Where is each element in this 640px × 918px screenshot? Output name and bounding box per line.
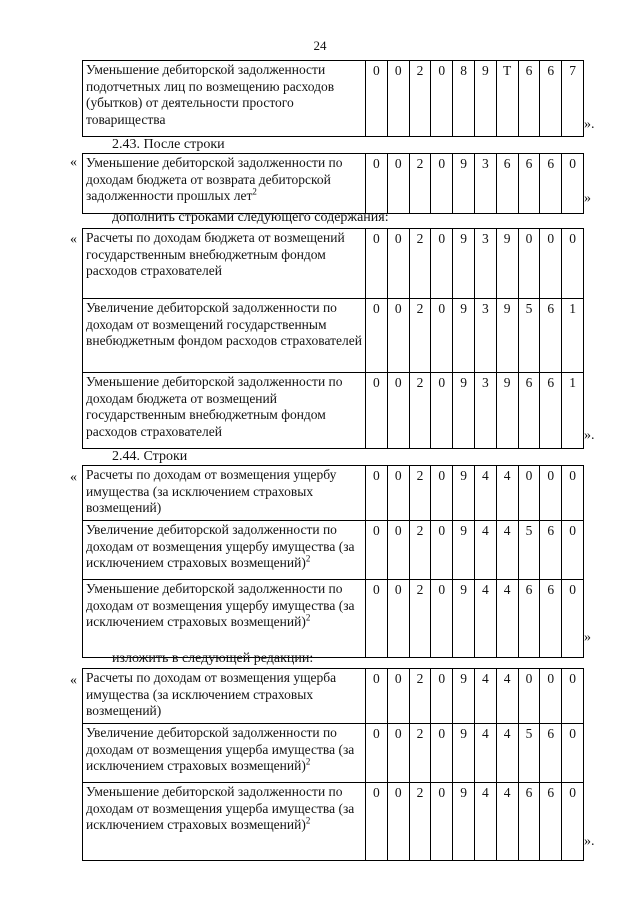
code-digit: 5 bbox=[519, 724, 541, 782]
table-row bbox=[83, 521, 583, 580]
table-row bbox=[83, 154, 583, 214]
row-label bbox=[83, 580, 366, 657]
code-digit: 9 bbox=[453, 521, 475, 579]
code-digit: 0 bbox=[519, 466, 541, 520]
code-digit: 7 bbox=[569, 63, 576, 78]
table-2 bbox=[82, 153, 584, 214]
code-digit: 0 bbox=[431, 580, 453, 657]
code-digit: 6 bbox=[540, 299, 562, 372]
row-label bbox=[83, 154, 366, 213]
code-digit: 0 bbox=[431, 154, 453, 213]
code-digit: 0 bbox=[388, 724, 410, 782]
account-code bbox=[366, 783, 583, 860]
code-digit: 1 bbox=[569, 375, 576, 390]
code-digit: 0 bbox=[388, 669, 410, 723]
table-5 bbox=[82, 668, 584, 861]
code-digit: 0 bbox=[366, 229, 388, 298]
code-digit: 0 bbox=[366, 61, 388, 136]
opening-quote-3: « bbox=[70, 232, 77, 247]
table-row bbox=[83, 724, 583, 783]
code-digit: 3 bbox=[475, 154, 497, 213]
code-digit: 0 bbox=[519, 669, 541, 723]
code-digit: 4 bbox=[497, 466, 519, 520]
code-digit: 9 bbox=[453, 466, 475, 520]
code-digit: 9 bbox=[453, 299, 475, 372]
code-digit: 3 bbox=[475, 299, 497, 372]
table-row bbox=[83, 229, 583, 299]
code-digit: 6 bbox=[497, 154, 519, 213]
code-digit: 2 bbox=[410, 61, 432, 136]
code-digit: 2 bbox=[410, 669, 432, 723]
row-label bbox=[83, 669, 366, 723]
code-digit: 9 bbox=[453, 373, 475, 448]
code-digit: 2 bbox=[410, 580, 432, 657]
table-row bbox=[83, 580, 583, 658]
code-digit: 2 bbox=[410, 724, 432, 782]
code-digit: 0 bbox=[569, 231, 576, 246]
row-label-text: Уменьшение дебиторской задолженности по доходам бюджета от возмещений государственным внебюджетным фондом расходов страхователей bbox=[86, 374, 343, 439]
code-digit: 0 bbox=[366, 580, 388, 657]
code-digit: 0 bbox=[431, 669, 453, 723]
row-label bbox=[83, 783, 366, 860]
account-code bbox=[366, 373, 583, 448]
code-digit: 9 bbox=[497, 373, 519, 448]
code-digit: 6 bbox=[540, 154, 562, 213]
footnote-mark: 2 bbox=[305, 612, 311, 623]
row-label-text: Расчеты по доходам от возмещения ущербу имущества (за исключением страховых возмещений) bbox=[86, 467, 337, 516]
footnote-mark: 2 bbox=[305, 815, 311, 826]
row-label-text: Увеличение дебиторской задолженности по доходам от возмещений государственным внебюджетным фондом расходов страхователей bbox=[86, 300, 362, 349]
page-number: 24 bbox=[313, 38, 327, 53]
code-digit: 2 bbox=[410, 229, 432, 298]
code-digit: 9 bbox=[497, 229, 519, 298]
closing-quote-5: ». bbox=[584, 834, 595, 849]
row-label bbox=[83, 373, 366, 448]
code-digit: 4 bbox=[475, 580, 497, 657]
code-digit: 6 bbox=[519, 783, 541, 860]
code-digit: 0 bbox=[388, 783, 410, 860]
code-digit: 8 bbox=[453, 61, 475, 136]
code-digit: 6 bbox=[519, 580, 541, 657]
code-digit: 2 bbox=[410, 466, 432, 520]
code-digit: 0 bbox=[388, 373, 410, 448]
row-label-text: Уменьшение дебиторской задолженности по доходам от возмещения ущерба имущества (за исключением страховых возмещений) bbox=[86, 784, 355, 833]
row-label bbox=[83, 61, 366, 136]
account-code bbox=[366, 669, 583, 723]
code-digit: 6 bbox=[540, 61, 562, 136]
table-row bbox=[83, 61, 583, 137]
row-label bbox=[83, 466, 366, 520]
code-digit: 4 bbox=[475, 783, 497, 860]
code-digit: 0 bbox=[569, 785, 576, 800]
code-digit: 3 bbox=[475, 229, 497, 298]
code-digit: 6 bbox=[519, 154, 541, 213]
code-digit: 4 bbox=[497, 521, 519, 579]
footnote-mark: 2 bbox=[305, 756, 311, 767]
closing-quote-1: ». bbox=[584, 117, 595, 132]
row-label-text: Уменьшение дебиторской задолженности по доходам бюджета от возврата дебиторской задолженности прошлых лет bbox=[86, 155, 343, 204]
heading-new-edition: изложить в следующей редакции: bbox=[112, 651, 314, 666]
account-code bbox=[366, 521, 583, 579]
row-label bbox=[83, 229, 366, 298]
code-digit: 4 bbox=[497, 783, 519, 860]
code-digit: Т bbox=[497, 61, 519, 136]
code-digit: 0 bbox=[431, 61, 453, 136]
code-digit: 0 bbox=[569, 156, 576, 171]
table-row bbox=[83, 669, 583, 724]
code-digit: 9 bbox=[497, 299, 519, 372]
code-digit: 1 bbox=[569, 301, 576, 316]
code-digit: 5 bbox=[519, 521, 541, 579]
account-code bbox=[366, 229, 583, 298]
code-digit: 5 bbox=[519, 299, 541, 372]
row-label-text: Уменьшение дебиторской задолженности подотчетных лиц по возмещению расходов (убытков) от деятельности простого товарищества bbox=[86, 62, 335, 127]
table-row bbox=[83, 299, 583, 373]
code-digit: 0 bbox=[388, 466, 410, 520]
code-digit: 2 bbox=[410, 521, 432, 579]
closing-quote-3: ». bbox=[584, 428, 595, 443]
heading-add-rows: дополнить строками следующего содержания: bbox=[112, 210, 389, 225]
code-digit: 0 bbox=[366, 299, 388, 372]
code-digit: 6 bbox=[519, 373, 541, 448]
code-digit: 6 bbox=[540, 724, 562, 782]
code-digit: 4 bbox=[497, 724, 519, 782]
code-digit: 0 bbox=[431, 466, 453, 520]
account-code bbox=[366, 61, 583, 136]
code-digit: 9 bbox=[453, 154, 475, 213]
table-3 bbox=[82, 228, 584, 449]
row-label bbox=[83, 299, 366, 372]
code-digit: 0 bbox=[431, 373, 453, 448]
row-label-text: Уменьшение дебиторской задолженности по доходам от возмещения ущербу имущества (за исключением страховых возмещений) bbox=[86, 581, 355, 630]
code-digit: 6 bbox=[540, 373, 562, 448]
code-digit: 0 bbox=[540, 669, 562, 723]
code-digit: 4 bbox=[475, 521, 497, 579]
code-digit: 6 bbox=[540, 521, 562, 579]
row-label-text: Расчеты по доходам бюджета от возмещений государственным внебюджетным фондом расходов страхователей bbox=[86, 230, 345, 279]
opening-quote-4: « bbox=[70, 470, 77, 485]
code-digit: 0 bbox=[569, 582, 576, 597]
code-digit: 2 bbox=[410, 783, 432, 860]
code-digit: 2 bbox=[410, 154, 432, 213]
code-digit: 0 bbox=[366, 724, 388, 782]
code-digit: 9 bbox=[453, 724, 475, 782]
code-digit: 0 bbox=[569, 671, 576, 686]
closing-quote-4: » bbox=[584, 630, 591, 645]
code-digit: 0 bbox=[388, 154, 410, 213]
code-digit: 4 bbox=[497, 580, 519, 657]
code-digit: 0 bbox=[388, 61, 410, 136]
table-row bbox=[83, 466, 583, 521]
table-1 bbox=[82, 60, 584, 137]
row-label-text: Увеличение дебиторской задолженности по доходам от возмещения ущерба имущества (за исключением страховых возмещений) bbox=[86, 725, 355, 774]
code-digit: 0 bbox=[388, 521, 410, 579]
code-digit: 0 bbox=[366, 783, 388, 860]
account-code bbox=[366, 724, 583, 782]
row-label-text: Увеличение дебиторской задолженности по доходам от возмещения ущербу имущества (за исключением страховых возмещений) bbox=[86, 522, 355, 571]
code-digit: 0 bbox=[388, 299, 410, 372]
table-row bbox=[83, 373, 583, 449]
code-digit: 9 bbox=[453, 580, 475, 657]
row-label bbox=[83, 724, 366, 782]
code-digit: 0 bbox=[366, 154, 388, 213]
code-digit: 0 bbox=[569, 523, 576, 538]
code-digit: 0 bbox=[388, 580, 410, 657]
code-digit: 0 bbox=[366, 466, 388, 520]
code-digit: 0 bbox=[431, 783, 453, 860]
code-digit: 0 bbox=[431, 521, 453, 579]
code-digit: 2 bbox=[410, 299, 432, 372]
code-digit: 4 bbox=[475, 669, 497, 723]
account-code bbox=[366, 299, 583, 372]
code-digit: 0 bbox=[519, 229, 541, 298]
code-digit: 6 bbox=[540, 580, 562, 657]
code-digit: 9 bbox=[475, 61, 497, 136]
code-digit: 9 bbox=[453, 783, 475, 860]
code-digit: 4 bbox=[497, 669, 519, 723]
row-label bbox=[83, 521, 366, 579]
account-code bbox=[366, 466, 583, 520]
code-digit: 9 bbox=[453, 669, 475, 723]
footnote-mark: 2 bbox=[305, 553, 311, 564]
code-digit: 9 bbox=[453, 229, 475, 298]
code-digit: 0 bbox=[366, 669, 388, 723]
opening-quote-2: « bbox=[70, 155, 77, 170]
account-code bbox=[366, 580, 583, 657]
footnote-mark: 2 bbox=[252, 186, 257, 197]
code-digit: 0 bbox=[569, 468, 576, 483]
code-digit: 0 bbox=[366, 521, 388, 579]
table-row bbox=[83, 783, 583, 861]
account-code bbox=[366, 154, 583, 213]
code-digit: 0 bbox=[431, 724, 453, 782]
opening-quote-5: « bbox=[70, 673, 77, 688]
row-label-text: Расчеты по доходам от возмещения ущерба имущества (за исключением страховых возмещений) bbox=[86, 670, 337, 719]
code-digit: 6 bbox=[519, 61, 541, 136]
code-digit: 0 bbox=[388, 229, 410, 298]
heading-2-43: 2.43. После строки bbox=[112, 137, 225, 152]
code-digit: 0 bbox=[366, 373, 388, 448]
code-digit: 0 bbox=[540, 466, 562, 520]
heading-2-44: 2.44. Строки bbox=[112, 449, 188, 464]
code-digit: 3 bbox=[475, 373, 497, 448]
closing-quote-2: » bbox=[584, 191, 591, 206]
code-digit: 4 bbox=[475, 466, 497, 520]
code-digit: 6 bbox=[540, 783, 562, 860]
code-digit: 0 bbox=[431, 229, 453, 298]
table-4 bbox=[82, 465, 584, 658]
code-digit: 4 bbox=[475, 724, 497, 782]
code-digit: 2 bbox=[410, 373, 432, 448]
code-digit: 0 bbox=[431, 299, 453, 372]
code-digit: 0 bbox=[569, 726, 576, 741]
code-digit: 0 bbox=[540, 229, 562, 298]
